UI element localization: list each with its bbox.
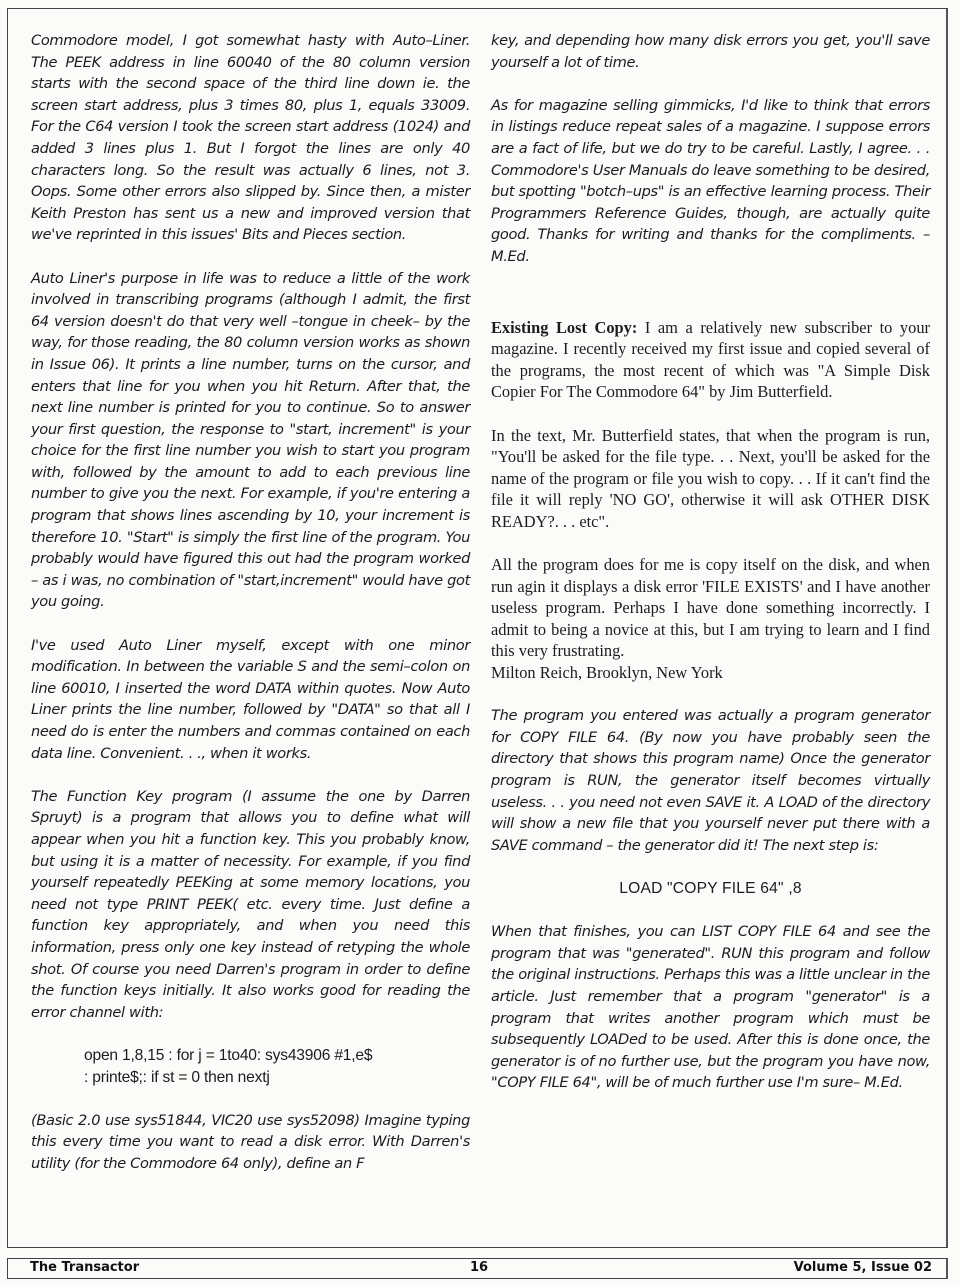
editor-reply-paragraph: The program you entered was actually a program generator for COPY FILE 64. (By now you have probably seen the directory that shows this program name) Once the generator program is RUN, the generator itself becomes virtually useless. . . you need not even SAVE it. A LOAD of the directory will show a new file that you yourself never put there with a SAVE command – the generator did it! The next step is: (491, 707, 930, 854)
page-number: 16 (469, 1260, 489, 1275)
spacer (491, 73, 930, 95)
editor-reply-paragraph: key, and depending how many disk errors you get, you'll save yourself a lot of time. (491, 32, 930, 71)
spacer (491, 900, 930, 922)
code-listing-line: open 1,8,15 : for j = 1to40: sys43906 #1,e$ (84, 1046, 373, 1064)
letter-paragraph: All the program does for me is copy itself on the disk, and when run agin it displays a disk error 'FILE EXISTS' and I have another useless program. Perhaps I have done something incorrectly. I admit to being a novice at this, but I am trying to learn and I find this very frustrating. (491, 555, 930, 661)
letter-paragraph: In the text, Mr. Butterfield states, that when the program is run, "You'll be asked for the file type. . . Next, you'll be asked for the name of the program or file you wish to copy. . . If it can't find the file it will reply 'NO GO', otherwise it will ask OTHER DISK READY?. . . etc". (491, 425, 930, 531)
code-listing-line: : printe$;: if st = 0 then nextj (84, 1068, 270, 1086)
spacer (491, 268, 930, 305)
spacer (31, 1088, 470, 1110)
spacer (491, 684, 930, 706)
editor-reply-paragraph: Auto Liner's purpose in life was to reduce a little of the work involved in transcribing programs (although I admit, the first 64 version doesn't do that very well –tongue in cheek– by the way, for those reading, the 80 column version works as shown in Issue 06). It prints a line number, turns on the cursor, and enters that line for you when you hit Return. After that, the next line number is printed for you to continue. So to answer your first question, the response to "start, increment" is your choice for the first line number you wish to start you program with, followed by the amount to add to each previous line number to give you the next. For example, if you're entering a program that shows lines ascending by 10, your increment is therefore 10. "Start" is simply the first line of the program. You probably would have figured this out had the program worked – as i was, no combination of "start,increment" would have got you going. (31, 269, 470, 611)
letter-heading: Existing Lost Copy: (491, 317, 638, 337)
spacer (491, 856, 930, 878)
spacer (31, 1023, 470, 1045)
spacer (31, 613, 470, 635)
publication-name: The Transactor (30, 1260, 140, 1275)
letter-signature: Milton Reich, Brooklyn, New York (491, 663, 723, 683)
page-footer (7, 1258, 948, 1279)
letter-text: I am a relatively new subscriber to your magazine. I recently received my first issue and copied several of the programs, the most recent of which was "A Simple Disk Copier For The Commodore 64" by Jim Butterfield. (491, 317, 930, 402)
spacer (31, 246, 470, 268)
editor-reply-paragraph: As for magazine selling gimmicks, I'd like to think that errors in listings reduce repeat sales of a magazine. I suppose errors are a fact of life, but we do try to be careful. Lastly, I agree. . . Commodore's User Manuals do leave something to be desired, but spotting "botch–ups" is an effective learning process. Their Programmers Reference Guides, though, are actually quite good. Thanks for writing and thanks for the compliments. – M.Ed. (491, 96, 930, 265)
spacer (491, 532, 930, 554)
issue-label: Volume 5, Issue 02 (793, 1260, 932, 1275)
editor-reply-paragraph: Commodore model, I got somewhat hasty with Auto–Liner. The PEEK address in line 60040 of the 80 column version starts with the second space of the third line down ie. the screen start address, plus 3 times 80, plus 1, equals 33009. For the C64 version I took the screen start address (1024) and added 3 lines plus 1. But I forgot the lines are only 40 characters long. So the result was actually 6 lines, not 3. Oops. Some other errors also slipped by. Since then, a mister Keith Preston has sent us a new and improved version that we've reprinted in this issues' Bits and Pieces section. (31, 32, 470, 244)
letter-paragraph (491, 317, 930, 403)
spacer (491, 305, 930, 317)
spacer (491, 403, 930, 425)
editor-reply-paragraph: When that finishes, you can LIST COPY FILE 64 and see the program that was "generated". RUN this program and follow the original instructions. Perhaps this was a little unclear in the article. Just remember that a program "generator" is a program that writes another program which must be subsequently LOADed to be used. After this is done once, the generator is of no further use, but the program you have now, "COPY FILE 64", will be of much further use I'm sure– M.Ed. (491, 923, 930, 1092)
left-column (31, 30, 470, 1174)
editor-reply-paragraph: I've used Auto Liner myself, except with one minor modification. In between the variable S and the semi–colon on line 60010, I inserted the word DATA within quotes. Now Auto Liner prints the line number, followed by "DATA" so that all I need do is enter the numbers and commas contained on each data line. Convenient. . ., when it works. (31, 636, 470, 762)
spacer (31, 764, 470, 786)
editor-reply-paragraph: (Basic 2.0 use sys51844, VIC20 use sys52098) Imagine typing this every time you want to read a disk error. With Darren's utility (for the Commodore 64 only), define an F (31, 1111, 470, 1172)
right-column (491, 30, 930, 1094)
code-load-command: LOAD "COPY FILE 64" ,8 (619, 879, 802, 897)
editor-reply-paragraph: The Function Key program (I assume the one by Darren Spruyt) is a program that allows you to define what will appear when you hit a function key. This you probably know, but using it is a matter of necessity. For example, if you find yourself repeatedly PEEKing at some memory locations, you need not type PRINT PEEK( etc. every time. Just define a function key appropriately, and when you need this information, press only one key instead of retyping the whole shot. Of course you need Darren's program in order to define the function keys initially. It also works good for reading the error channel with: (31, 787, 470, 1021)
